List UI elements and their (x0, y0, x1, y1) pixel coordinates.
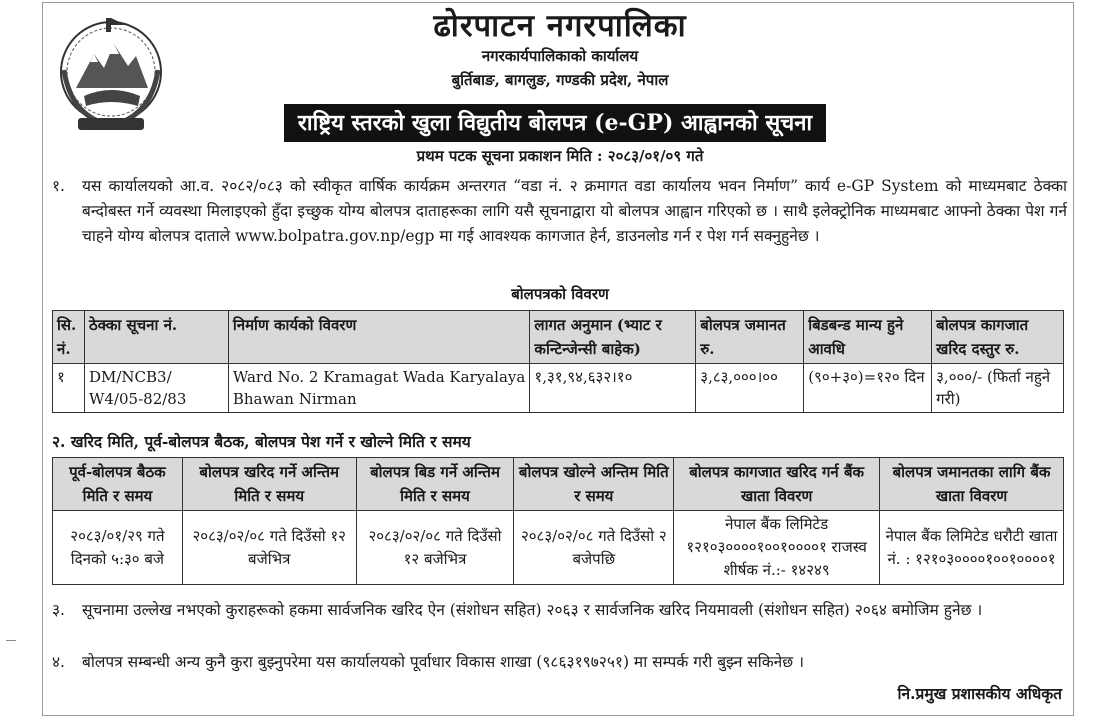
table-row (53, 364, 1064, 413)
cell-sn: १ (53, 364, 85, 413)
schedule-table (52, 457, 1064, 585)
col-header-submission: बोलपत्र बिड गर्ने अन्तिम मिति र समय (356, 458, 514, 511)
col-header-bid-security: बोलपत्र जमानत रु. (696, 311, 804, 364)
cell-estimate: १,३१,९४,६३२।१० (530, 364, 696, 413)
cell-work: Ward No. 2 Kramagat Wada Karyalaya Bhawan Nirman (228, 364, 530, 413)
col-header-notice-no: ठेक्का सूचना नं. (84, 311, 228, 364)
cell-prebid: २०८३/०१/२९ गते दिनको ५:३० बजे (53, 511, 183, 585)
col-header-work: निर्माण कार्यको विवरण (228, 311, 530, 364)
section-2-title: २. खरिद मिति, पूर्व-बोलपत्र बैठक, बोलपत्र पेश गर्ने र खोल्ने मिति र समय (52, 432, 471, 451)
paragraph-text: बोलपत्र सम्बन्धी अन्य कुनै कुरा बुझ्नुपरेमा यस कार्यालयको पूर्वाधार विकास शाखा (९८६३१९७२५१) मा सम्पर्क गरी बुझ्न सकिनेछ । (82, 653, 804, 671)
table-row (53, 511, 1064, 585)
col-header-security-bank: बोलपत्र जमानतका लागि बैंक खाता विवरण (880, 458, 1064, 511)
cell-opening: २०८३/०२/०८ गते दिउँसो २ बजेपछि (514, 511, 674, 585)
edge-divider (6, 640, 16, 641)
cell-purchase: २०८३/०२/०८ गते दिउँसो १२ बजेभित्र (182, 511, 356, 585)
paragraph-4 (52, 650, 1067, 675)
paragraph-number: ३. (52, 601, 65, 619)
cell-security-bank: नेपाल बैंक लिमिटेड धरौटी खाता नं. : १२१०३००००१००१००००१ (880, 511, 1064, 585)
table-header-row (53, 311, 1064, 364)
col-header-purchase: बोलपत्र खरिद गर्ने अन्तिम मिति र समय (182, 458, 356, 511)
cell-notice-no: DM/NCB3/ W4/05-82/83 (84, 364, 228, 413)
paragraph-3 (52, 598, 1067, 623)
paragraph-text: सूचनामा उल्लेख नभएको कुराहरूको हकमा सार्वजनिक खरिद ऐन (संशोधन सहित) २०६३ र सार्वजनिक खरिद नियमावली (संशोधन सहित) २०६४ बमोजिम हुनेछ । (82, 601, 983, 619)
col-header-doc-bank: बोलपत्र कागजात खरिद गर्न बैंक खाता विवरण (674, 458, 880, 511)
paragraph-number: ४. (52, 653, 65, 671)
col-header-estimate: लागत अनुमान (भ्याट र कन्टिन्जेन्सी बाहेक) (530, 311, 696, 364)
publication-date: प्रथम पटक सूचना प्रकाशन मिति : २०८३/०१/०९ गते (416, 147, 704, 165)
col-header-prebid: पूर्व-बोलपत्र बैठक मिति र समय (53, 458, 183, 511)
table-header-row (53, 458, 1064, 511)
bid-details-title: बोलपत्रको विवरण (511, 285, 609, 303)
notice-banner (230, 104, 880, 142)
nepal-emblem-icon (56, 10, 166, 138)
bid-details-table (52, 310, 1064, 413)
paragraph-1 (52, 174, 1067, 249)
col-header-sn: सि. नं. (53, 311, 85, 364)
col-header-fee: बोलपत्र कागजात खरिद दस्तुर रु. (932, 311, 1064, 364)
cell-submission: २०८३/०२/०८ गते दिउँसो १२ बजेभित्र (356, 511, 514, 585)
cell-doc-bank: नेपाल बैंक लिमिटेड १२१०३००००१००१००००१ राजस्व शीर्षक नं.:- १४२४९ (674, 511, 880, 585)
banner-title: राष्ट्रिय स्तरको खुला विद्युतीय बोलपत्र (e-GP) आह्वानको सूचना (284, 104, 826, 142)
cell-fee: ३,०००/- (फिर्ता नहुने गरी) (932, 364, 1064, 413)
office-name: नगरकार्यपालिकाको कार्यालय (481, 47, 639, 65)
col-header-validity: बिडबन्ड मान्य हुने आवधि (804, 311, 932, 364)
signatory-title: नि.प्रमुख प्रशासकीय अधिकृत (897, 684, 1062, 703)
paragraph-text: यस कार्यालयको आ.व. २०८२/०८३ को स्वीकृत वार्षिक कार्यक्रम अन्तरगत “वडा नं. २ क्रमागत वडा कार्यालय भवन निर्माण” कार्य e-GP System को माध्यमबाट ठेक्का बन्दोबस्त गर्ने व्यवस्था मिलाइएको हुँदा इच्छुक योग्य बोलपत्र दाताहरूका लागि यसै सूचनाद्वारा यो बोलपत्र आह्वान गरिएको छ । साथै इलेक्ट्रोनिक माध्यमबाट आफ्नो ठेक्का पेश गर्न चाहने योग्य बोलपत्र दाताले www.bolpatra.gov.np/egp मा गई आवश्यक कागजात हेर्न, डाउनलोड गर्न र पेश गर्न सक्नुहुनेछ । (82, 177, 1067, 245)
col-header-opening: बोलपत्र खोल्ने अन्तिम मिति र समय (514, 458, 674, 511)
paragraph-number: १. (52, 177, 65, 195)
cell-bid-security: ३,८३,०००।०० (696, 364, 804, 413)
org-name: ढोरपाटन नगरपालिका (433, 8, 687, 44)
cell-validity: (९०+३०)=१२० दिन (804, 364, 932, 413)
office-address: बुर्तिबाङ, बागलुङ, गण्डकी प्रदेश, नेपाल (451, 71, 669, 89)
